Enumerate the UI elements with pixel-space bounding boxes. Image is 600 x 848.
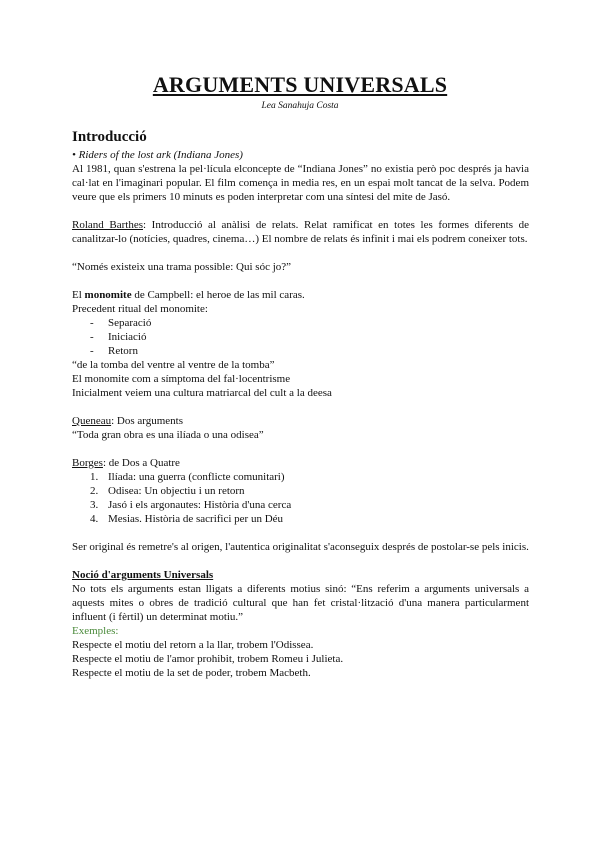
barthes-text: : Introducció al anàlisi de relats. Relat ramificat en totes les formes diferents de canalitzar-lo (notícies, quadres, cinema…) El nombre de relats és infinit i mai els podrem coneixer tots. [72,219,529,245]
document-body [72,128,529,680]
list-item [90,484,529,498]
list-item [90,512,529,526]
monomite-line [72,288,529,302]
queneau-text: : Dos arguments [111,415,183,427]
original-paragraph: Ser original és remetre's al origen, l'autentica originalitat s'aconseguix després de postolar-se pels inicis. [72,541,529,553]
borges-text: : de Dos a Quatre [102,457,180,469]
borges-list [72,470,529,526]
queneau-line [72,414,529,428]
tomb-quote: “de la tomba del ventre al ventre de la tomba” [72,359,275,371]
matriarchal-line: Inicialment veiem una cultura matriarcal del cult a la deesa [72,387,332,399]
list-number: 1. [90,471,99,483]
list-item [90,470,529,484]
symptom-line: El monomite com a símptoma del fal·locentrisme [72,373,291,385]
list-item: - Separació [90,316,529,330]
quote-trama: “Només existeix una trama possible: Qui sóc jo?” [72,261,292,273]
example-line: Respecte el motiu del retorn a la llar, trobem l'Odissea. [72,639,314,651]
list-text: Jasó i els argonautes: Història d'una cerca [108,499,292,511]
list-text: Ilíada: una guerra (conflicte comunitari) [108,471,285,483]
monomite-pre: El [72,289,85,301]
film-title-line: • Riders of the lost ark (Indiana Jones) [72,149,243,161]
list-text: Odisea: Un objectiu i un retorn [108,485,245,497]
list-text: Mesias. Història de sacrifici per un Déu [108,513,284,525]
barthes-paragraph [72,218,529,246]
borges-name: Borges [72,457,103,469]
notion-heading: Noció d'arguments Universals [72,569,214,581]
film-paragraph: Al 1981, quan s'estrena la pel·lícula elconcepte de “Indiana Jones” no existia però poc després ja havia cal·lat en l'imaginari popular. El film comença in media res, en un espai molt tancat de la selva. Podem veure que els primers 10 minuts es poden interpretar com una síntesi del mite de Jasó. [72,163,529,203]
examples-label: Exemples: [72,625,119,637]
list-item [90,498,529,512]
list-number: 2. [90,485,99,497]
example-line: Respecte el motiu de la set de poder, trobem Macbeth. [72,667,311,679]
list-item: - Iniciació [90,330,529,344]
list-number: 3. [90,499,99,511]
monomite-stages-list [72,316,529,358]
borges-line [72,456,529,470]
precedent-line: Precedent ritual del monomite: [72,303,208,315]
queneau-name: Queneau [72,415,112,427]
list-item: - Retorn [90,344,529,358]
intro-heading: Introducció [72,129,147,145]
document-title: ARGUMENTS UNIVERSALS [152,72,448,97]
notion-paragraph: No tots els arguments estan lligats a diferents motius sinó: “Ens referim a arguments universals a aquests mites o obres de tradició cultural que han fet cristal·lització d'una manera particularment influent (i fèrtil) un determinat motiu.” [72,583,529,623]
barthes-name: Roland Barthes [72,219,143,231]
author-name: Lea Sanahuja Costa [261,101,339,111]
monomite-word: monomite [84,289,132,301]
list-number: 4. [90,513,99,525]
monomite-post: de Campbell: el heroe de las mil caras. [131,289,305,301]
queneau-quote: “Toda gran obra es una ilíada o una odisea” [72,429,264,441]
example-line: Respecte el motiu de l'amor prohibit, trobem Romeu i Julieta. [72,653,344,665]
